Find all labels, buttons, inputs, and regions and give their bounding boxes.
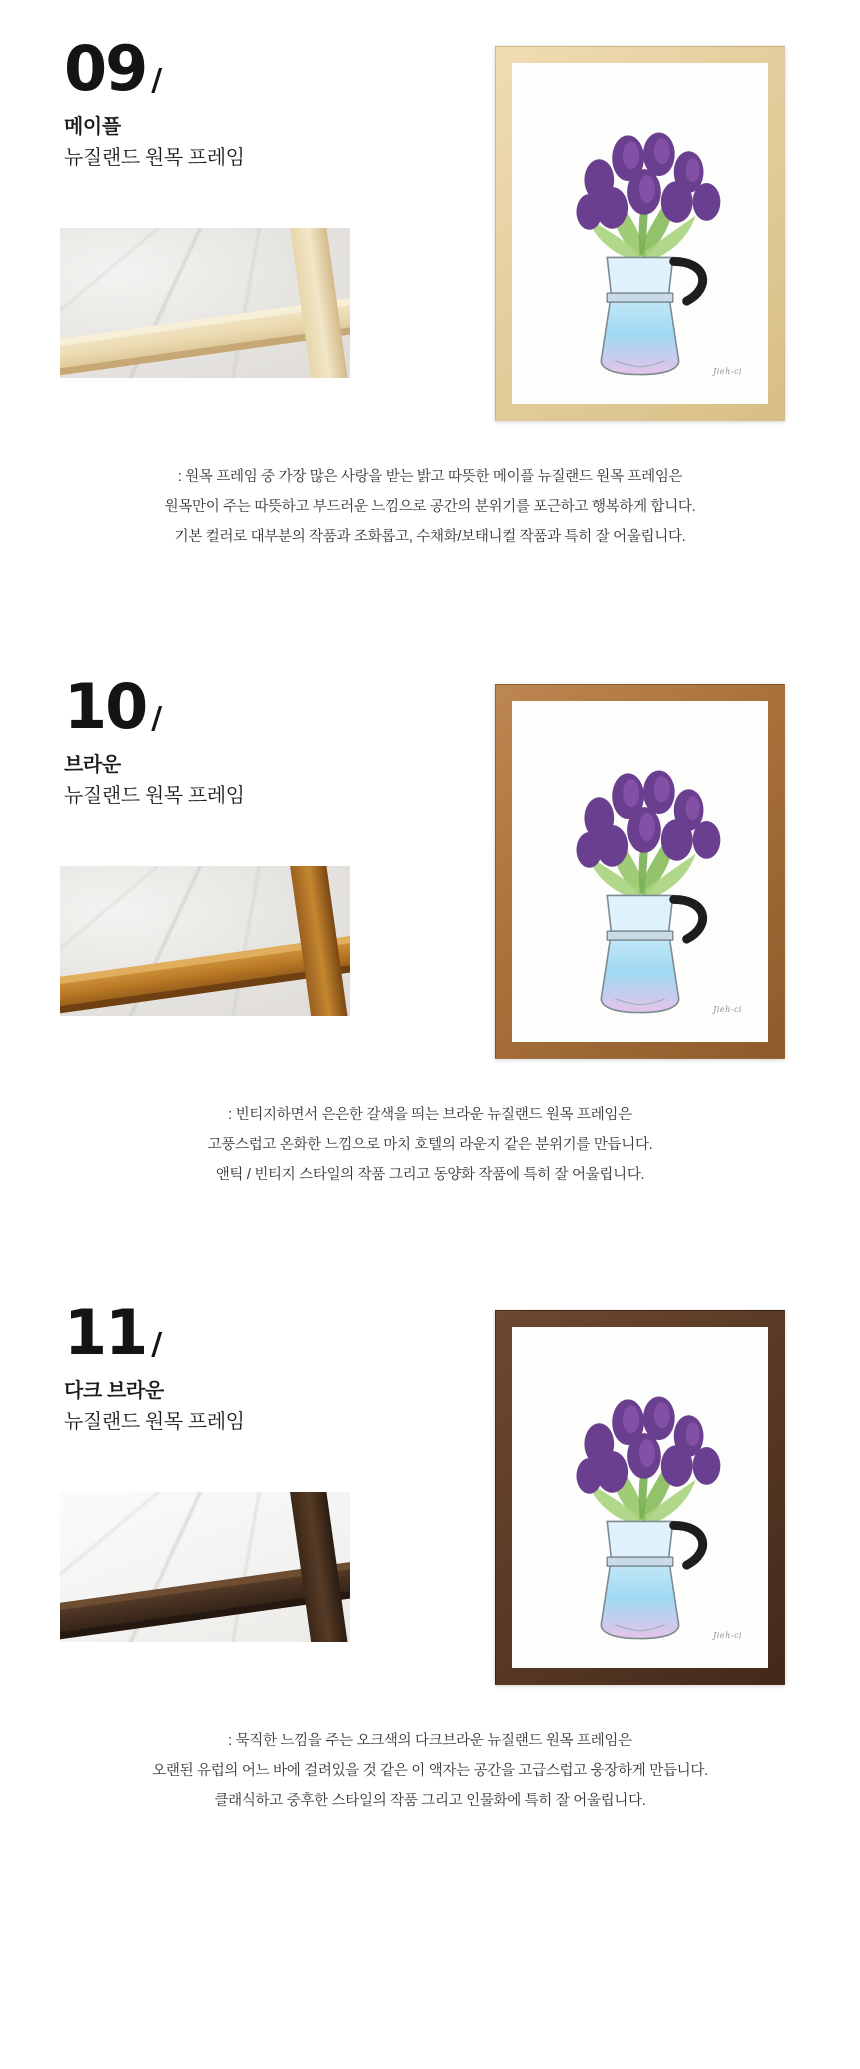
caption-line: 오랜된 유럽의 어느 바에 걸려있을 것 같은 이 액자는 공간을 고급스럽고 웅장하게 만듭니다.	[152, 1763, 708, 1779]
frame-number: 09	[64, 32, 147, 105]
caption-line: 기본 컬러로 대부분의 작품과 조화롭고, 수채화/보태니컬 작품과 특히 잘 어울립니다.	[174, 529, 686, 545]
frame-number-row-09	[64, 28, 350, 105]
frame-corner-photo-10	[60, 866, 350, 1016]
section-divider	[0, 1190, 860, 1264]
frame-section-11	[0, 1264, 860, 1816]
frame-section-10	[0, 638, 860, 1190]
caption-line: : 빈티지하면서 은은한 갈색을 띄는 브라운 뉴질랜드 원목 프레임은	[228, 1107, 632, 1123]
frame-corner-photo-09	[60, 228, 350, 378]
framed-artwork-09	[495, 46, 785, 421]
tulip-moka-pot-icon	[512, 701, 768, 1041]
number-slash: /	[151, 1327, 163, 1362]
caption-line: : 묵직한 느낌을 주는 오크색의 다크브라운 뉴질랜드 원목 프레임은	[228, 1733, 632, 1749]
caption-line: 원목만이 주는 따뜻하고 부드러운 느낌으로 공간의 분위기를 포근하고 행복하게 합니다.	[164, 499, 696, 515]
artwork-mat	[512, 1327, 768, 1668]
frame-name: 다크 브라운	[64, 1380, 164, 1402]
caption-line: : 원목 프레임 중 가장 많은 사랑을 받는 밝고 따뜻한 메이플 뉴질랜드 원목 프레임은	[177, 469, 683, 485]
frame-number: 10	[64, 670, 147, 743]
number-slash: /	[151, 701, 163, 736]
frame-info-10	[60, 666, 350, 812]
tulip-moka-pot-icon	[512, 63, 768, 403]
framed-artwork-11	[495, 1310, 785, 1685]
page-bottom-spacer	[0, 1816, 860, 1846]
frame-title-09	[64, 112, 350, 174]
artwork-mat	[512, 63, 768, 404]
section-divider	[0, 552, 860, 638]
framed-artwork-10	[495, 684, 785, 1059]
frame-info-09	[60, 28, 350, 174]
frame-subtitle: 뉴질랜드 원목 프레임	[64, 1411, 245, 1433]
tulip-moka-pot-icon	[512, 1327, 768, 1667]
frame-name: 메이플	[64, 116, 121, 138]
frame-number-row-10	[64, 666, 350, 743]
caption-line: 앤틱 / 빈티지 스타일의 작품 그리고 동양화 작품에 특히 잘 어울립니다.	[215, 1167, 645, 1183]
frame-title-11	[64, 1376, 350, 1438]
frame-subtitle: 뉴질랜드 원목 프레임	[64, 147, 245, 169]
frame-caption-10	[0, 1086, 860, 1190]
artist-signature: Jieh-ci	[713, 1005, 742, 1014]
artwork-mat	[512, 701, 768, 1042]
caption-line: 클래식하고 중후한 스타일의 작품 그리고 인물화에 특히 잘 어울립니다.	[214, 1793, 646, 1809]
frame-caption-11	[0, 1712, 860, 1816]
frame-info-11	[60, 1292, 350, 1438]
number-slash: /	[151, 63, 163, 98]
frame-name: 브라운	[64, 754, 121, 776]
frame-number: 11	[64, 1296, 147, 1369]
frame-section-09	[0, 0, 860, 552]
artist-signature: Jieh-ci	[713, 367, 742, 376]
artist-signature: Jieh-ci	[713, 1631, 742, 1640]
caption-line: 고풍스럽고 온화한 느낌으로 마치 호텔의 라운지 같은 분위기를 만듭니다.	[207, 1137, 653, 1153]
frame-corner-photo-11	[60, 1492, 350, 1642]
frame-subtitle: 뉴질랜드 원목 프레임	[64, 785, 245, 807]
frame-title-10	[64, 750, 350, 812]
frame-caption-09	[0, 448, 860, 552]
frame-number-row-11	[64, 1292, 350, 1369]
